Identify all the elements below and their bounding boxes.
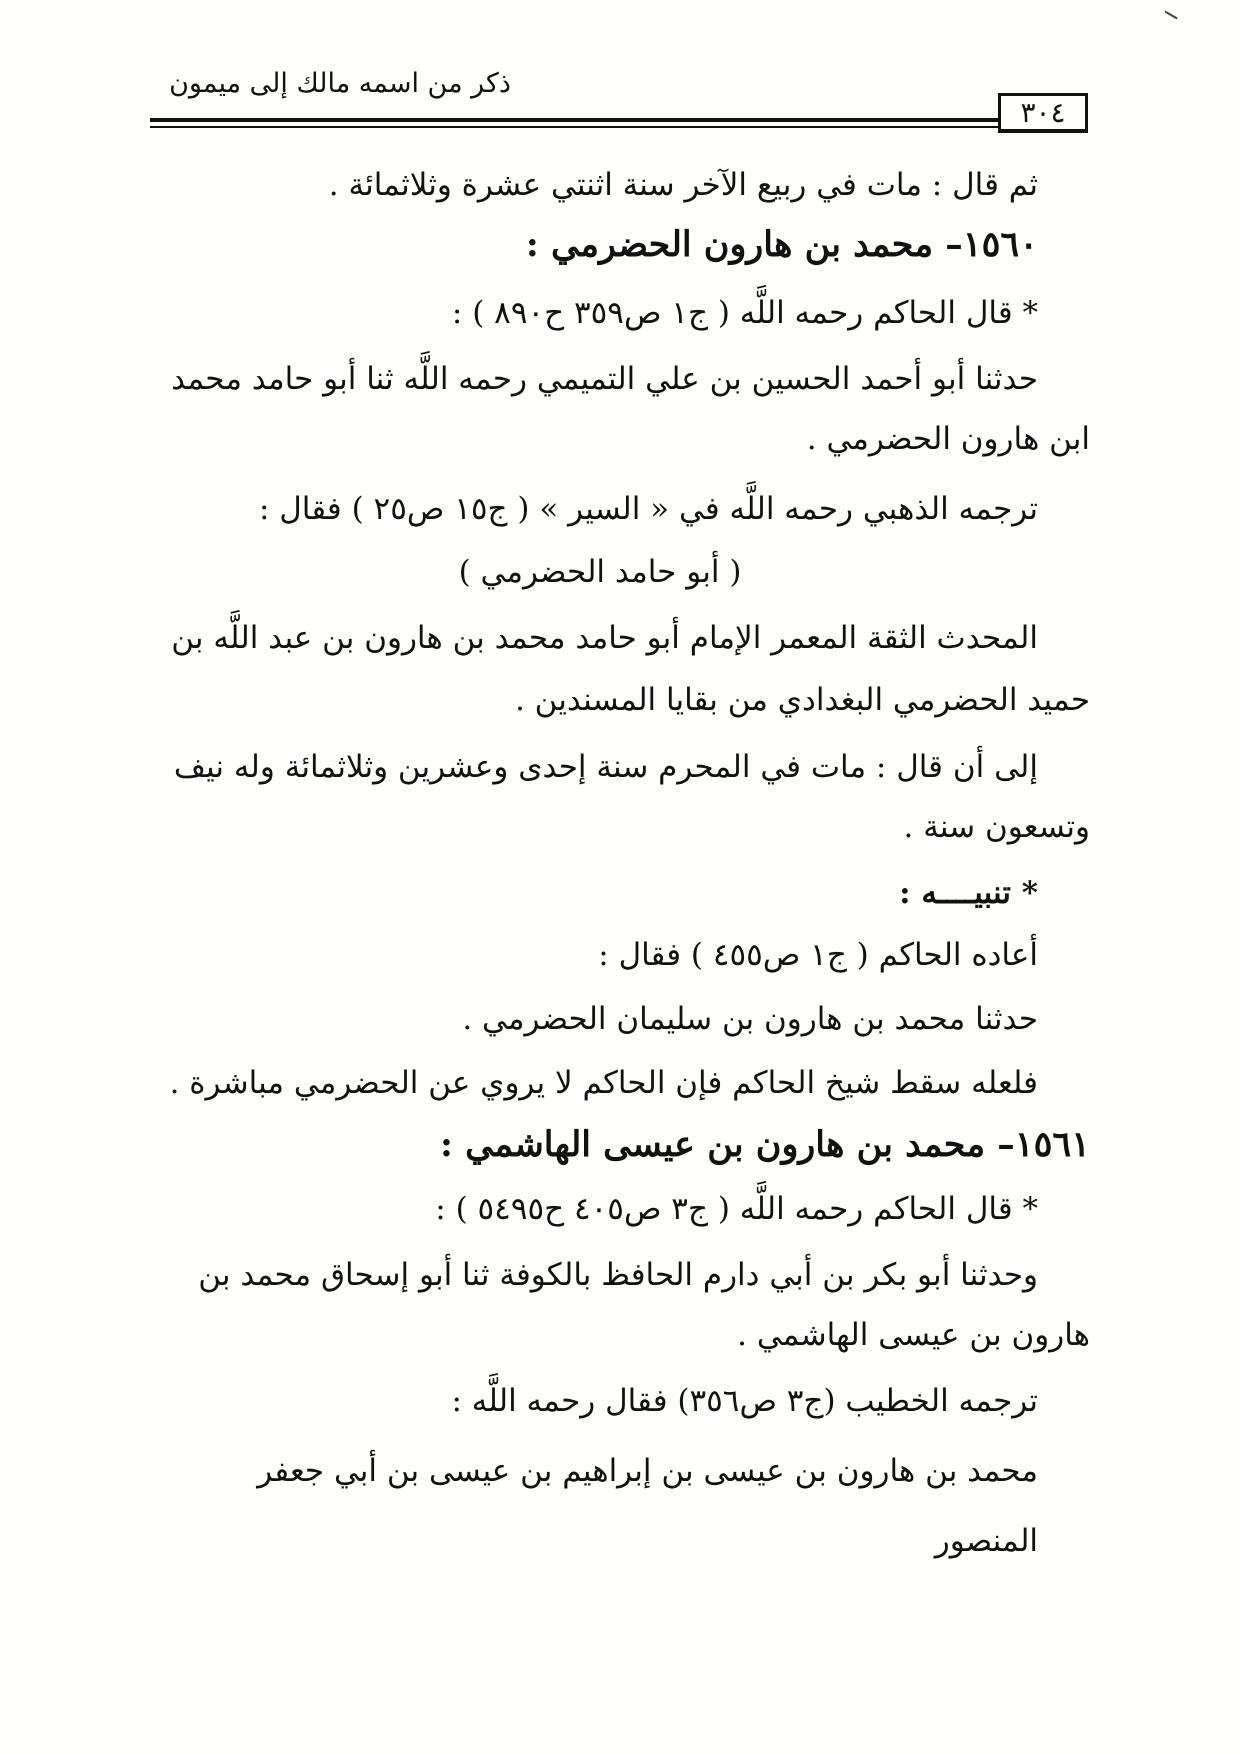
- entry-heading-1561: ١٥٦١– محمد بن هارون بن عيسى الهاشمي :: [439, 1124, 1090, 1165]
- text-line: إلى أن قال : مات في المحرم سنة إحدى وعشرين وثلاثمائة وله نيف: [173, 749, 1038, 785]
- running-head: ذكر من اسمه مالك إلى ميمون: [169, 68, 511, 99]
- text-line: محمد بن هارون بن عيسى بن إبراهيم بن عيسى بن أبي جعفر المنصور: [257, 1453, 1038, 1559]
- text-line: ترجمه الخطيب (ج٣ ص٣٥٦) فقال رحمه اللَّه :: [451, 1383, 1038, 1419]
- header-rule-thick: [150, 118, 1000, 122]
- text-line: المحدث الثقة المعمر الإمام أبو حامد محمد بن هارون بن عبد اللَّه بن: [171, 620, 1038, 656]
- text-line: ابن هارون الحضرمي .: [806, 421, 1090, 457]
- text-line: ثم قال : مات في ربيع الآخر سنة اثنتي عشرة وثلاثمائة .: [328, 167, 1038, 203]
- text-line: وتسعون سنة .: [903, 809, 1090, 845]
- text-line: ترجمه الذهبي رحمه اللَّه في « السير » ( ج١٥ ص٢٥ ) فقال :: [258, 491, 1038, 527]
- text-line: أعاده الحاكم ( ج١ ص٤٥٥ ) فقال :: [598, 937, 1038, 973]
- note-heading: * تنبيــــه :: [899, 875, 1038, 911]
- header-rule-thin: [150, 126, 1000, 128]
- scan-mark: [1164, 11, 1177, 20]
- entry-heading-1560: ١٥٦٠– محمد بن هارون الحضرمي :: [525, 224, 1038, 265]
- text-line: وحدثنا أبو بكر بن أبي دارم الحافظ بالكوفة ثنا أبو إسحاق محمد بن: [198, 1257, 1038, 1293]
- text-line: ( أبو حامد الحضرمي ): [458, 554, 742, 590]
- text-line: حميد الحضرمي البغدادي من بقايا المسندين .: [514, 682, 1090, 718]
- page-number: ٣٠٤: [998, 93, 1088, 133]
- text-line: حدثنا محمد بن هارون بن سليمان الحضرمي .: [462, 1001, 1038, 1037]
- text-line: * قال الحاكم رحمه اللَّه ( ج٣ ص٤٠٥ ح٥٤٩٥ ) :: [435, 1191, 1038, 1227]
- text-line: فلعله سقط شيخ الحاكم فإن الحاكم لا يروي عن الحضرمي مباشرة .: [169, 1065, 1038, 1101]
- text-line: هارون بن عيسى الهاشمي .: [737, 1317, 1090, 1353]
- text-line: حدثنا أبو أحمد الحسين بن علي التميمي رحمه اللَّه ثنا أبو حامد محمد: [171, 361, 1038, 397]
- text-line: * قال الحاكم رحمه اللَّه ( ج١ ص٣٥٩ ح٨٩٠ ) :: [451, 295, 1038, 331]
